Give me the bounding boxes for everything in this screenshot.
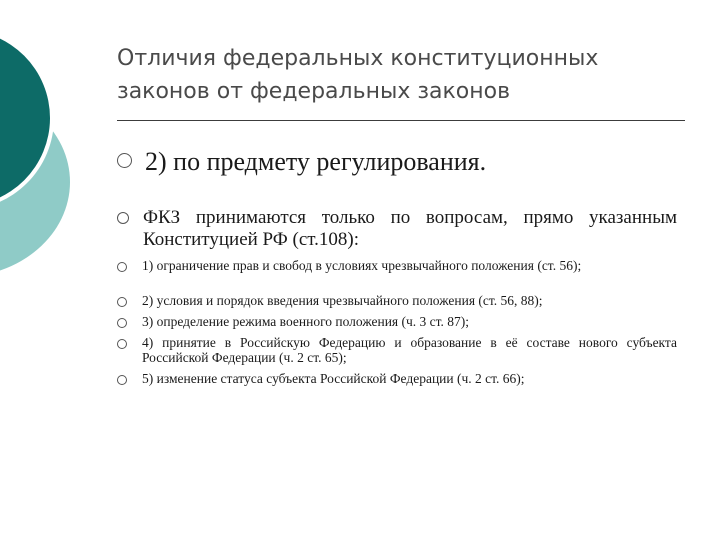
hollow-circle-bullet-icon xyxy=(117,375,127,385)
bullet-text: ФКЗ принимаются только по вопросам, прямо указанным Конституцией РФ (ст.108): xyxy=(143,207,677,250)
bullet-text: 4) принятие в Российскую Федерацию и образование в её составе нового субъекта Российской Федерации (ч. 2 ст. 65); xyxy=(142,335,677,365)
hollow-circle-bullet-icon xyxy=(117,262,127,272)
hollow-circle-bullet-icon xyxy=(117,318,127,328)
bullet-text: 2) по предмету регулирования. xyxy=(145,147,487,176)
title-divider xyxy=(117,120,685,121)
hollow-circle-bullet-icon xyxy=(117,212,129,224)
bullet-text: 1) ограничение прав и свобод в условиях чрезвычайного положения (ст. 56); xyxy=(142,258,582,273)
slide-title: Отличия федеральных конституционных законов от федеральных законов xyxy=(117,46,599,104)
hollow-circle-bullet-icon xyxy=(117,153,132,168)
bullet-text: 5) изменение статуса субъекта Российской Федерации (ч. 2 ст. 66); xyxy=(142,371,525,386)
bullet-text: 2) условия и порядок введения чрезвычайного положения (ст. 56, 88); xyxy=(142,293,543,308)
decorative-circles xyxy=(0,0,120,300)
bullet-text: 3) определение режима военного положения (ч. 3 ст. 87); xyxy=(142,314,470,329)
hollow-circle-bullet-icon xyxy=(117,339,127,349)
hollow-circle-bullet-icon xyxy=(117,297,127,307)
